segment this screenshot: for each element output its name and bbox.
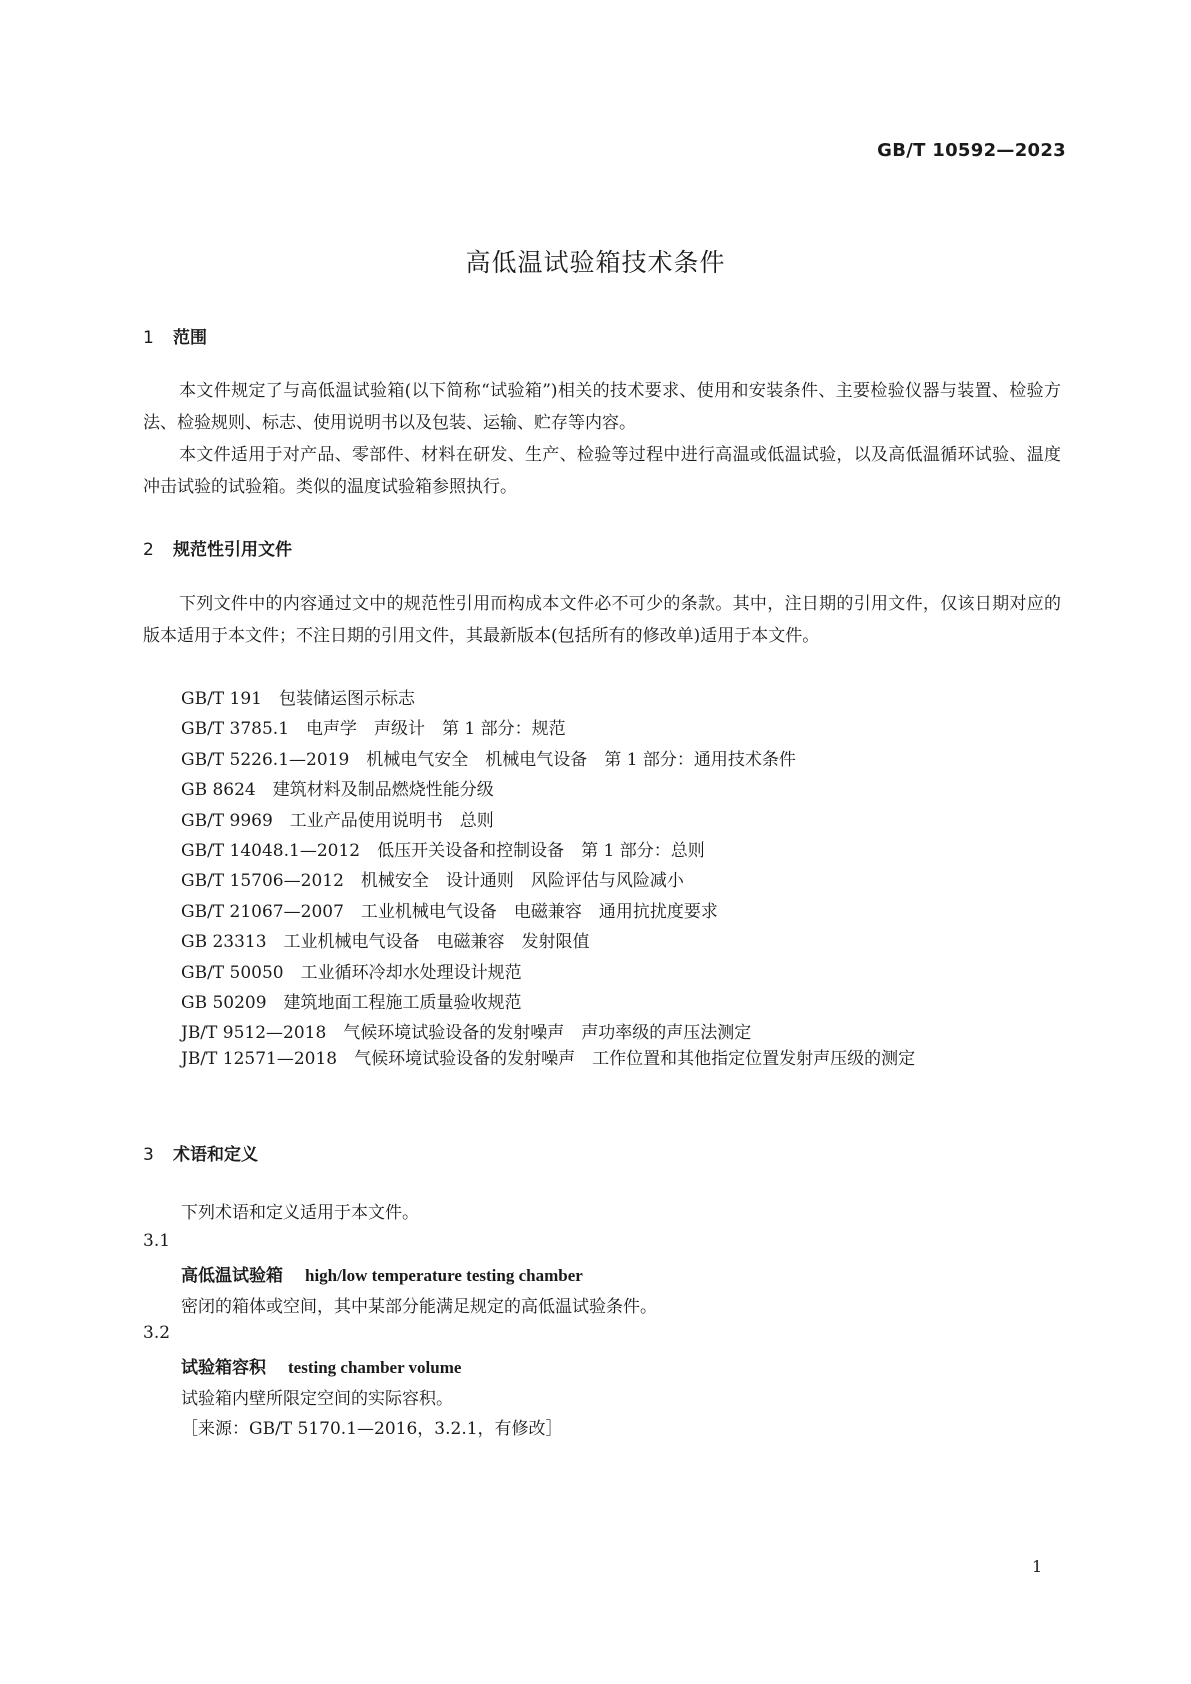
section-1-paragraph-1: 本文件规定了与高低温试验箱(以下简称“试验箱”)相关的技术要求、使用和安装条件、主要检验仪器与装置、检验方法、检验规则、标志、使用说明书以及包装、运输、贮存等内容。 <box>143 381 1061 433</box>
reference-item: GB/T 191 包装储运图示标志 <box>181 689 415 709</box>
section-1-heading <box>143 323 207 348</box>
term-3-2-heading <box>181 1353 461 1378</box>
document-title: 高低温试验箱技术条件 <box>465 248 726 277</box>
reference-item: GB 8624 建筑材料及制品燃烧性能分级 <box>181 780 494 800</box>
section-2-title: 规范性引用文件 <box>173 540 292 560</box>
reference-item: GB/T 9969 工业产品使用说明书 总则 <box>181 811 494 831</box>
reference-item: GB/T 5226.1—2019 机械电气安全 机械电气设备 第 1 部分：通用技术条件 <box>181 750 796 770</box>
section-3-title: 术语和定义 <box>173 1145 258 1165</box>
section-3-number: 3 <box>143 1145 154 1165</box>
reference-item: JB/T 9512—2018 气候环境试验设备的发射噪声 声功率级的声压法测定 <box>181 1023 752 1043</box>
term-3-2-en: testing chamber volume <box>288 1358 462 1377</box>
term-3-1-definition: 密闭的箱体或空间，其中某部分能满足规定的高低温试验条件。 <box>181 1297 657 1317</box>
term-3-2-source: ［来源：GB/T 5170.1—2016，3.2.1，有修改］ <box>181 1419 563 1439</box>
section-1-title: 范围 <box>173 328 207 348</box>
page-number: 1 <box>1032 1557 1043 1576</box>
term-3-2-definition: 试验箱内壁所限定空间的实际容积。 <box>181 1389 453 1409</box>
section-3-heading <box>143 1140 258 1165</box>
term-3-1-cn: 高低温试验箱 <box>181 1266 283 1286</box>
term-3-1-heading <box>181 1261 583 1286</box>
reference-item-last: JB/T 12571—2018 气候环境试验设备的发射噪声 工作位置和其他指定位置发射声压级的测定 <box>181 1049 916 1069</box>
reference-item: GB/T 21067—2007 工业机械电气设备 电磁兼容 通用抗扰度要求 <box>181 902 718 922</box>
term-3-1-number: 3.1 <box>143 1231 171 1251</box>
section-2-heading <box>143 535 292 560</box>
section-2-intro: 下列文件中的内容通过文中的规范性引用而构成本文件必不可少的条款。其中，注日期的引用文件，仅该日期对应的版本适用于本文件；不注日期的引用文件，其最新版本(包括所有的修改单)适用于本文件。 <box>143 594 1061 646</box>
section-1-number: 1 <box>143 328 154 348</box>
reference-item: GB 50209 建筑地面工程施工质量验收规范 <box>181 993 522 1013</box>
section-1-paragraph-2: 本文件适用于对产品、零部件、材料在研发、生产、检验等过程中进行高温或低温试验，以及高低温循环试验、温度冲击试验的试验箱。类似的温度试验箱参照执行。 <box>143 445 1061 497</box>
reference-item: GB 23313 工业机械电气设备 电磁兼容 发射限值 <box>181 932 590 952</box>
section-2-number: 2 <box>143 540 154 560</box>
standard-code: GB/T 10592—2023 <box>877 140 1066 161</box>
section-3-intro: 下列术语和定义适用于本文件。 <box>181 1203 419 1223</box>
term-3-2-cn: 试验箱容积 <box>181 1358 266 1378</box>
reference-item: GB/T 3785.1 电声学 声级计 第 1 部分：规范 <box>181 719 566 739</box>
reference-item: GB/T 15706—2012 机械安全 设计通则 风险评估与风险减小 <box>181 871 684 891</box>
reference-item: GB/T 14048.1—2012 低压开关设备和控制设备 第 1 部分：总则 <box>181 841 705 861</box>
term-3-1-en: high/low temperature testing chamber <box>305 1266 583 1285</box>
reference-item: GB/T 50050 工业循环冷却水处理设计规范 <box>181 963 522 983</box>
term-3-2-number: 3.2 <box>143 1323 171 1343</box>
